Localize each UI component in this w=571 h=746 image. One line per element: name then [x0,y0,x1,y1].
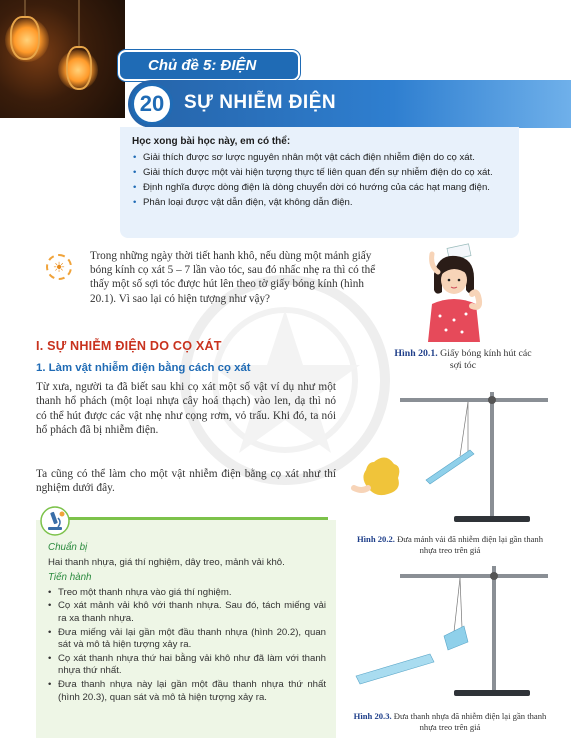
prep-label: Chuẩn bị [48,542,88,553]
figure-caption-text: Giấy bóng kính hút các sợi tóc [440,348,532,371]
objective-item: • Giải thích được sơ lược nguyên nhân một vật cách điện nhiễm điện do cọ xát. [132,151,511,164]
subsection-heading: 1. Làm vật nhiễm điện bằng cách cọ xát [36,362,251,374]
lamp-cage-icon [10,16,40,60]
procedure-step: • Cọ xát thanh nhựa thứ hai bằng vải khô như đã làm với thanh nhựa thứ nhất. [48,653,326,678]
header-lamp-photo [0,0,125,118]
procedure-step: • Treo một thanh nhựa vào giá thí nghiệm. [48,587,326,600]
lamp-wire [24,0,26,16]
lamp-wire [78,0,80,46]
figure-20-2-stand-illustration [350,392,560,532]
experiment-box [36,520,336,738]
figure-20-3-caption [352,711,548,732]
procedure-label: Tiến hành [48,572,92,584]
experiment-divider [66,517,328,520]
figure-label: Hình 20.1. [394,348,438,359]
section-heading: I. SỰ NHIỄM ĐIỆN DO CỌ XÁT [36,339,222,353]
figure-label: Hình 20.3. [353,711,392,721]
prep-text: Hai thanh nhựa, giá thí nghiệm, dây treo, mảnh vải khô. [48,556,285,568]
topic-banner [118,50,300,81]
paragraph: Ta cũng có thể làm cho một vật nhiễm điện bằng cọ xát như thí nghiệm dưới đây. [36,468,336,495]
intro-paragraph: Trong những ngày thời tiết hanh khô, nếu dùng một mảnh giấy bóng kính cọ xát 5 – 7 lần vào tóc, sau đó nhấc nhẹ ra thì có thể thấy một số sợi tóc được hút lên theo tờ giấy bóng kính (hình 20.1). Vì sao lại có hiện tượng như vậy? [90,250,376,305]
objectives-heading: Học xong bài học này, em có thể: [132,136,291,147]
paragraph: Từ xưa, người ta đã biết sau khi cọ xát một số vật ví dụ như một thanh hổ phách (một loại nhựa cây hoá thạch) vào len, dạ thì nó có thể hút được các vật nhẹ như cọng rơm, vỏ trấu. Khi đó, ta nói hổ phách đã bị nhiễm điện. [36,381,336,437]
microscope-icon [40,506,70,536]
procedure-step: • Đưa thanh nhựa này lại gần một đầu thanh nhựa thứ nhất (hình 20.3), quan sát và mô tả hiện tượng xảy ra. [48,679,326,704]
lesson-number: 20 [131,83,173,125]
topic-title: Chủ đề 5: ĐIỆN [148,57,257,74]
lamp-cage-icon [66,46,92,90]
objectives-box [120,127,519,238]
objective-item: • Phân loại được vật dẫn điện, vật không dẫn điện. [132,196,511,209]
figure-20-2-caption [352,534,548,555]
procedure-step: • Cọ xát mảnh vải khô với thanh nhựa. Sau đó, tách miếng vải ra xa thanh nhựa. [48,600,326,625]
figure-20-1-caption [388,348,538,372]
lightbulb-icon: ☀ [46,254,72,280]
objective-item: • Giải thích được một vài hiện tượng thực tế liên quan đến sự nhiễm điện do cọ xát. [132,166,511,179]
figure-label: Hình 20.2. [356,534,395,544]
lesson-title: SỰ NHIỄM ĐIỆN [184,92,337,113]
figure-caption-text: Đưa thanh nhựa đã nhiễm điện lại gần thanh nhựa treo trên giá [393,711,547,732]
girl-with-plastic-wrap-illustration [412,244,494,342]
figure-caption-text: Đưa mảnh vải đã nhiễm điện lại gần thanh nhựa treo trên giá [397,534,544,555]
objective-item: • Định nghĩa được dòng điện là dòng chuyển dời có hướng của các hạt mang điện. [132,181,511,194]
procedure-step: • Đưa miếng vải lại gần một đầu thanh nhựa (hình 20.2), quan sát và mô tả hiện tượng xảy ra. [48,627,326,652]
figure-20-3-stand-illustration [350,566,560,706]
